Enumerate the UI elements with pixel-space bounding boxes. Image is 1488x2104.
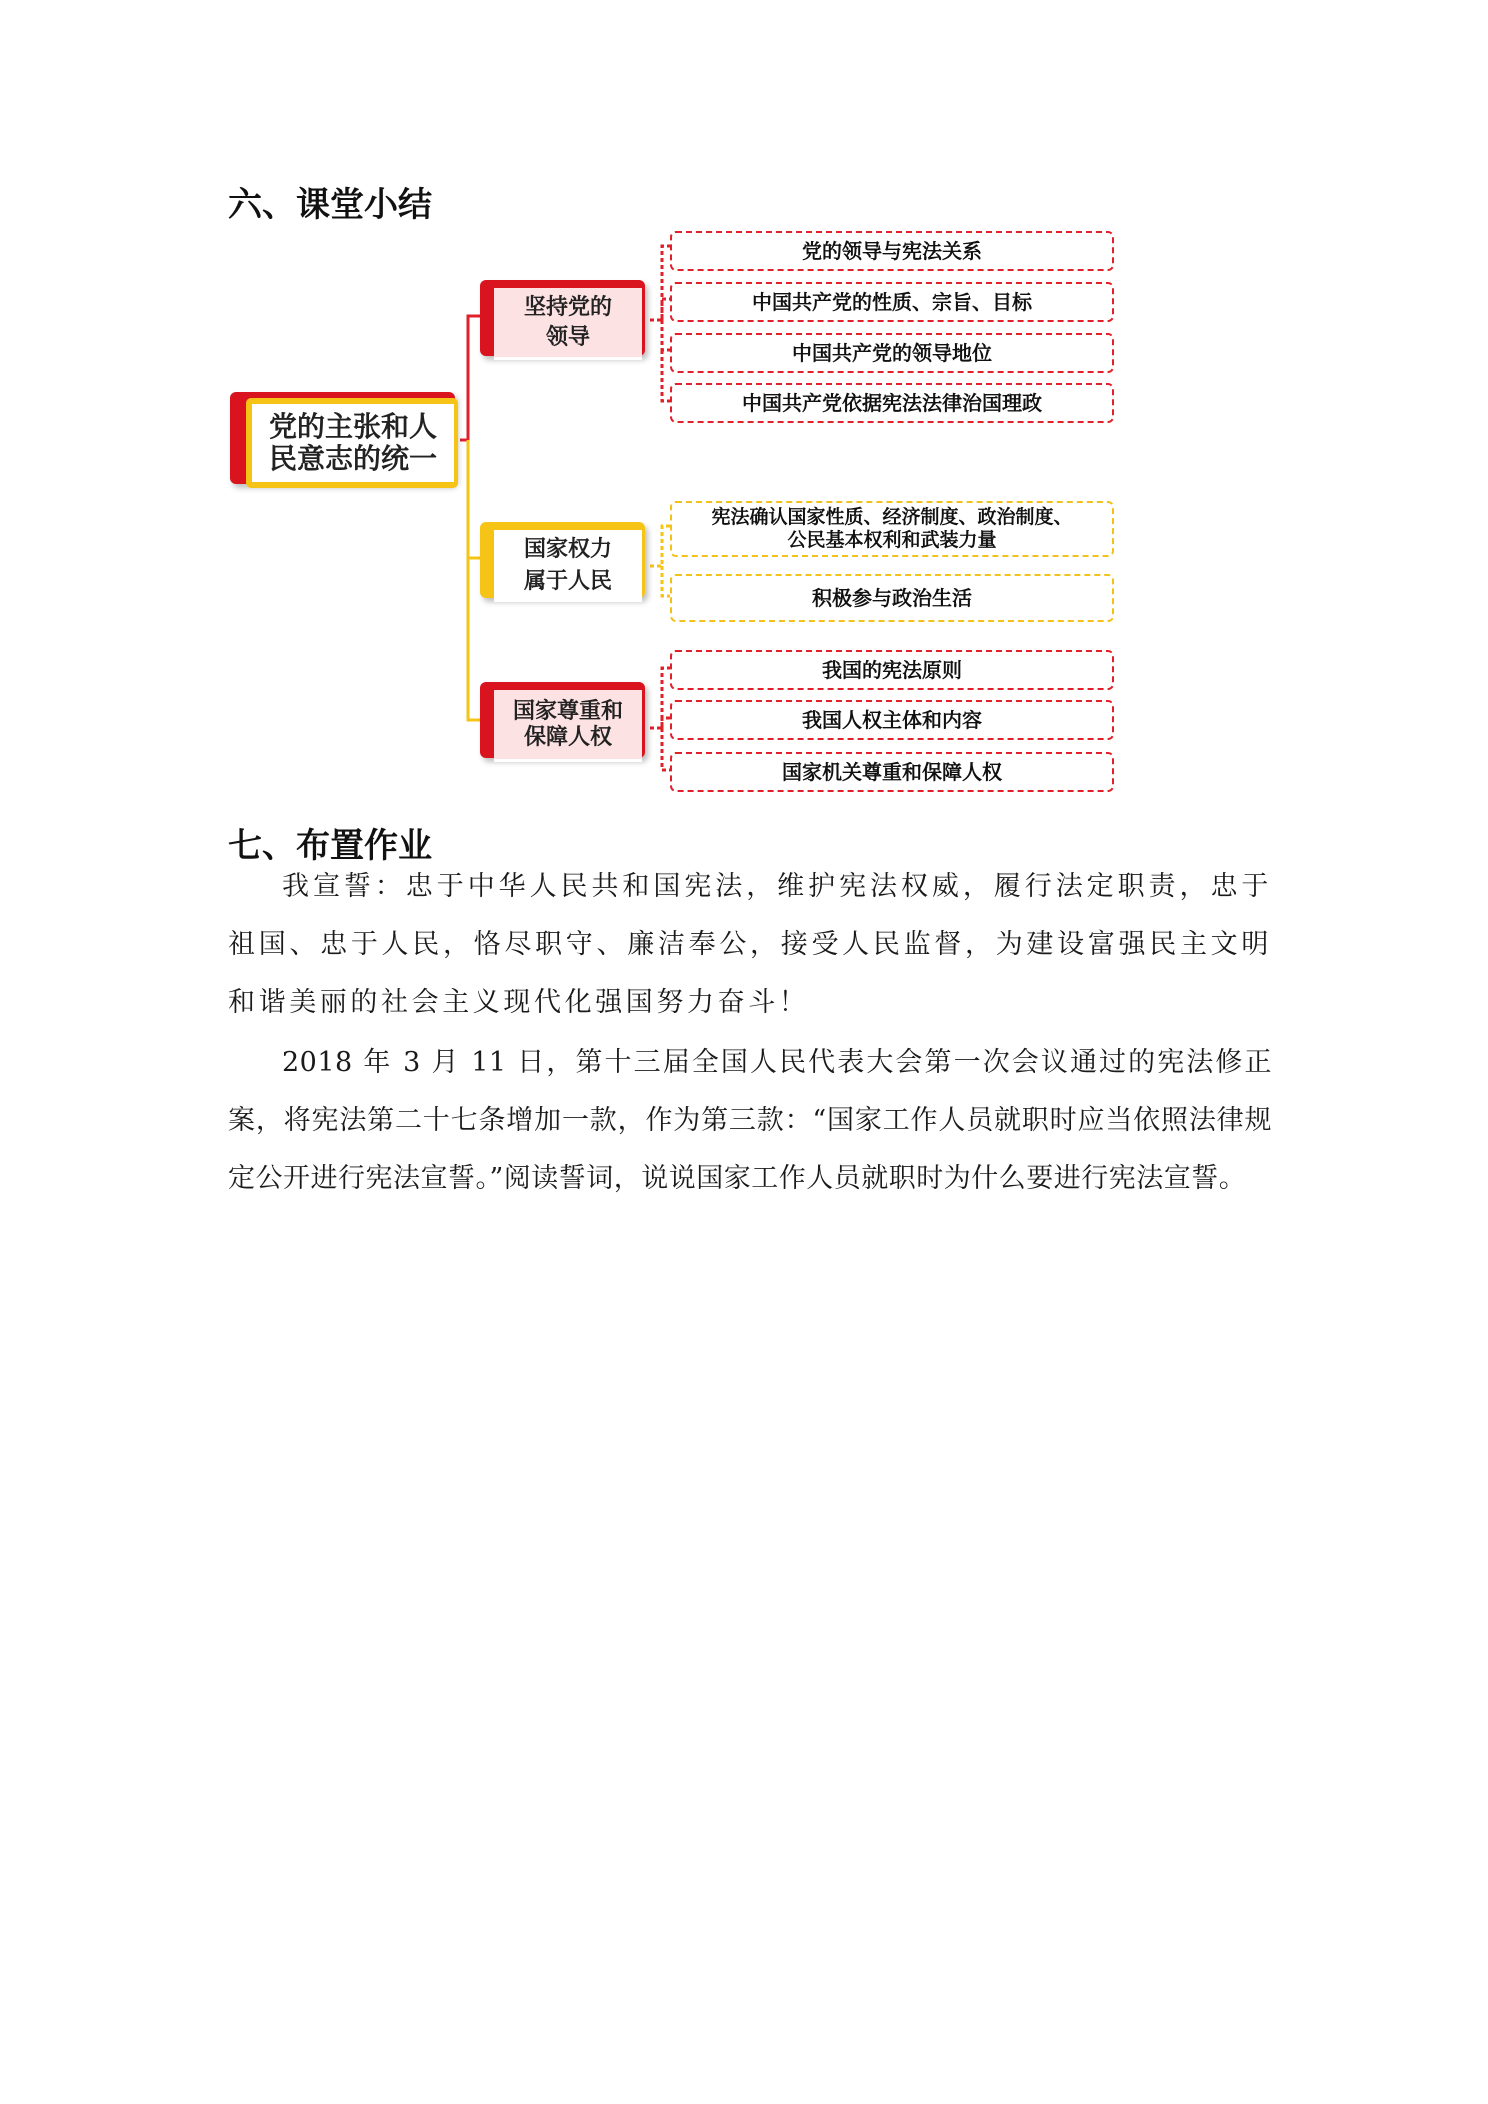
branch3-label-line1: 国家尊重和 <box>512 698 623 724</box>
mindmap-root <box>230 392 460 492</box>
connector-root-branch3 <box>468 558 480 720</box>
mindmap-branch-party-leadership <box>480 280 650 364</box>
branch3-label-line2: 保障人权 <box>523 724 612 750</box>
b3-item-human-rights-subjects: 我国人权主体和内容 <box>670 700 1114 740</box>
section6-heading: 六、课堂小结 <box>228 185 432 225</box>
b1-item-party-status: 中国共产党的领导地位 <box>670 333 1114 373</box>
summary-mindmap <box>0 0 1488 800</box>
connector-b1-item3 <box>662 320 670 350</box>
connector-b1-item2 <box>662 299 670 320</box>
branch1-label-line1: 坚持党的 <box>523 294 612 320</box>
oath-paragraph <box>228 858 1272 1032</box>
b2-item-political-participation: 积极参与政治生活 <box>670 574 1114 622</box>
connector-b2-item2 <box>662 566 670 596</box>
root-label-line2: 民意志的统一 <box>268 442 437 475</box>
b3-item-state-organs: 国家机关尊重和保障人权 <box>670 752 1114 792</box>
connector-root-branch2 <box>468 440 480 558</box>
branch1-label-line2: 领导 <box>545 324 590 350</box>
connector-b1-item1 <box>650 246 670 320</box>
connector-b3-item3 <box>662 728 670 770</box>
task-paragraph <box>228 1034 1272 1208</box>
section7-heading: 七、布置作业 <box>228 826 432 866</box>
b2-item1-line1: 宪法确认国家性质、经济制度、政治制度、 <box>711 506 1073 528</box>
oath-text: 我宣誓：忠于中华人民共和国宪法，维护宪法权威，履行法定职责，忠于祖国、忠于人民，恪尽职守、廉洁奉公，接受人民监督，为建设富强民主文明和谐美丽的社会主义现代化强国努力奋斗！ <box>228 871 1272 1018</box>
task-text: 2018 年 3 月 11 日，第十三届全国人民代表大会第一次会议通过的宪法修正案，将宪法第二十七条增加一款，作为第三款：“国家工作人员就职时应当依照法律规定公开进行宪法宣誓。”阅读誓词，说说国家工作人员就职时为什么要进行宪法宣誓。 <box>228 1047 1272 1194</box>
b1-item-leadership-constitution: 党的领导与宪法关系 <box>670 231 1114 271</box>
b2-item-constitution-confirms <box>670 501 1114 557</box>
connector-root-branch1 <box>460 316 480 440</box>
b1-item-rule-of-law: 中国共产党依据宪法法律治国理政 <box>670 383 1114 423</box>
branch2-label-line2: 属于人民 <box>523 569 612 594</box>
b1-item-party-nature: 中国共产党的性质、宗旨、目标 <box>670 282 1114 322</box>
connector-b2-item1 <box>650 526 670 566</box>
connector-b1-item4 <box>662 350 670 401</box>
mindmap-branch-human-rights <box>480 682 650 766</box>
b3-item-constitutional-principles: 我国的宪法原则 <box>670 650 1114 690</box>
mindmap-branch-power-belongs-to-people <box>480 522 650 606</box>
root-label-line1: 党的主张和人 <box>268 410 437 443</box>
b2-item1-line2: 公民基本权利和武装力量 <box>787 529 997 551</box>
branch2-label-line1: 国家权力 <box>523 537 612 562</box>
